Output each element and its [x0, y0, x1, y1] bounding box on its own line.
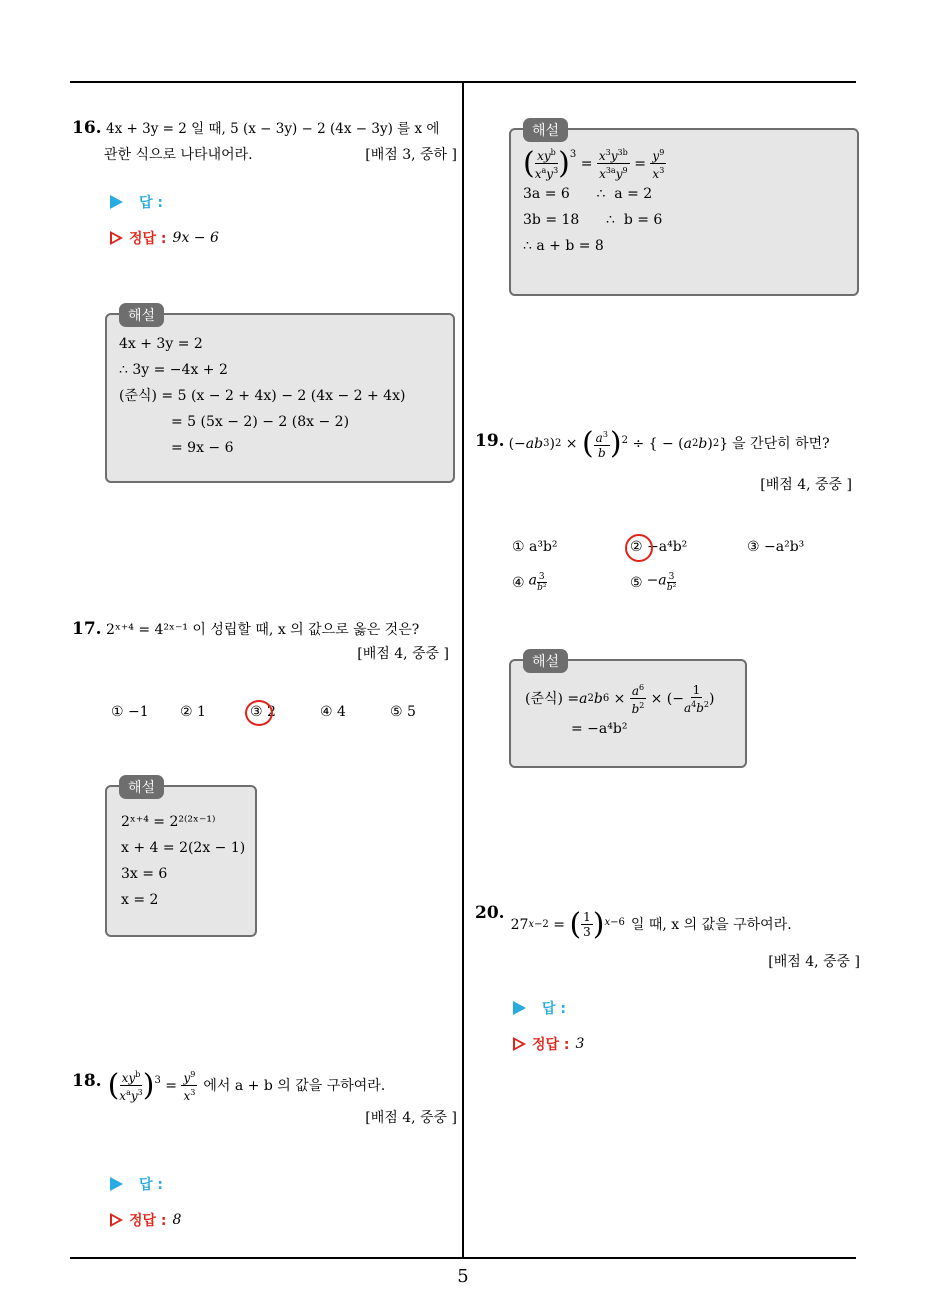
- choice-number: ④: [512, 574, 525, 591]
- formula: (− ab 3 ) 2 × ( $\frac{a^3}{b}$ ) 2 ÷ { − ( a 2 b ) 2 }: [508, 426, 729, 461]
- explanation-line: x + 4 = 2(2x − 1): [121, 840, 246, 856]
- choice-3[interactable]: ③ −a²b³: [747, 539, 805, 555]
- correct-label: 정답 :: [532, 1037, 570, 1053]
- play-icon: [513, 1001, 526, 1015]
- question-16: [72, 115, 457, 168]
- choice-5[interactable]: [630, 572, 676, 593]
- explanation-line: ∴ 3y = −4x + 2: [119, 362, 228, 378]
- explanation-line: = 9x − 6: [171, 440, 234, 456]
- answer-field-16[interactable]: [110, 192, 163, 212]
- explanation-formula: ( $\frac{xy^b}{x^ay^3}$ ) 3 = $\frac{x^3y^{3b}}{x^{3a}y^9}$ = $\frac{y^9}{x^3}$: [523, 145, 665, 181]
- choice-3[interactable]: ③ 2: [250, 704, 276, 720]
- score-meta: [배점 3, 중하 ]: [365, 147, 457, 163]
- question-text: 일 때, x 의 값을 구하여라.: [630, 916, 792, 933]
- answer-label: 답 :: [542, 1001, 566, 1017]
- explanation-line: (준식) = 5 (x − 2 + 4x) − 2 (4x − 2 + 4x): [119, 388, 406, 404]
- correct-value: 9x − 6: [172, 230, 219, 246]
- correct-answer-18: [110, 1210, 181, 1230]
- explanation-line: x = 2: [121, 892, 159, 908]
- explanation-formula: (준식) = a 2 b 6 × $\frac{a^6}{b^2}$ × (− $\frac{1}{a^4b^2}$ ): [525, 682, 715, 716]
- page-number: 5: [457, 1266, 469, 1287]
- answer-field-18[interactable]: [110, 1174, 163, 1194]
- explanation-box-16: [105, 308, 455, 483]
- choice-expression: −a $\frac{3}{\text{b²}}$: [646, 572, 677, 593]
- correct-value: 3: [575, 1036, 585, 1052]
- score-meta: [배점 4, 중중 ]: [365, 1110, 457, 1126]
- question-text: 에서 a + b 의 값을 구하여라.: [203, 1077, 386, 1094]
- question-number: 16.: [72, 118, 102, 138]
- explanation-line: 3b = 18 ∴ b = 6: [523, 212, 663, 228]
- score-meta: [배점 4, 중중 ]: [357, 646, 449, 662]
- score-meta: [배점 4, 중중 ]: [768, 954, 860, 970]
- formula: 27 x−2 = ( $\frac{1}{3}$ ) x−6: [510, 906, 625, 942]
- question-20: [475, 900, 860, 971]
- explanation-box-18: [509, 123, 859, 296]
- score-meta: [배점 4, 중중 ]: [760, 477, 852, 493]
- question-number: 17.: [72, 619, 102, 639]
- selected-mark: [625, 534, 653, 562]
- question-text: 을 간단히 하면?: [732, 436, 830, 452]
- explanation-line: 2ˣ⁺⁴ = 2²⁽²ˣ⁻¹⁾: [121, 814, 216, 830]
- formula: ( $\frac{xy^b}{x^ay^3}$ ) 3 = $\frac{y^9}{x^3}$: [107, 1067, 196, 1103]
- bottom-rule: [70, 1257, 856, 1259]
- explanation-line: = −a⁴b²: [571, 721, 628, 737]
- choice-4[interactable]: ④ 4: [320, 704, 346, 720]
- question-number: 18.: [72, 1071, 102, 1091]
- explanation-box-19: [509, 654, 747, 768]
- explanation-line: 3x = 6: [121, 866, 168, 882]
- explanation-box-17: [105, 780, 257, 937]
- choice-number: ⑤: [630, 574, 643, 591]
- choice-2[interactable]: ② −a⁴b²: [630, 539, 688, 555]
- choice-1[interactable]: ① a³b²: [512, 539, 558, 555]
- correct-label: 정답 :: [129, 231, 167, 247]
- correct-answer-16: [110, 228, 219, 248]
- column-divider: [462, 81, 464, 1259]
- question-19: [475, 428, 860, 494]
- play-icon: [110, 195, 123, 209]
- choice-1[interactable]: ① −1: [111, 704, 149, 720]
- question-text: 4x + 3y = 2 일 때, 5 (x − 3y) − 2 (4x − 3y) 를 x 에: [106, 121, 440, 137]
- correct-value: 8: [172, 1212, 182, 1228]
- explanation-line: ∴ a + b = 8: [523, 238, 604, 254]
- question-18: [72, 1068, 457, 1127]
- choice-expression: a $\frac{3}{\text{b²}}$: [528, 572, 547, 593]
- answer-field-20[interactable]: [513, 998, 566, 1018]
- outline-play-icon: [110, 231, 123, 245]
- question-text-cont: 관한 식으로 나타내어라.: [104, 147, 253, 163]
- play-icon: [110, 1177, 123, 1191]
- explanation-tag: 해설: [523, 118, 568, 142]
- choice-5[interactable]: ⑤ 5: [390, 704, 416, 720]
- selected-mark: [245, 700, 273, 726]
- explanation-tag: 해설: [523, 649, 568, 673]
- correct-label: 정답 :: [129, 1213, 167, 1229]
- question-number: 19.: [475, 431, 505, 451]
- answer-label: 답 :: [139, 195, 163, 211]
- explanation-tag: 해설: [119, 303, 164, 327]
- choice-4[interactable]: [512, 572, 547, 593]
- outline-play-icon: [513, 1037, 526, 1051]
- correct-answer-20: [513, 1034, 584, 1054]
- explanation-line: 4x + 3y = 2: [119, 336, 203, 352]
- question-17: [72, 616, 457, 663]
- outline-play-icon: [110, 1213, 123, 1227]
- question-text: 2ˣ⁺⁴ = 4²ˣ⁻¹ 이 성립할 때, x 의 값으로 옳은 것은?: [106, 622, 420, 638]
- question-number: 20.: [475, 903, 505, 923]
- explanation-line: = 5 (5x − 2) − 2 (8x − 2): [171, 414, 350, 430]
- explanation-line: 3a = 6 ∴ a = 2: [523, 186, 653, 202]
- choice-2[interactable]: ② 1: [180, 704, 206, 720]
- answer-label: 답 :: [139, 1177, 163, 1193]
- explanation-tag: 해설: [119, 775, 164, 799]
